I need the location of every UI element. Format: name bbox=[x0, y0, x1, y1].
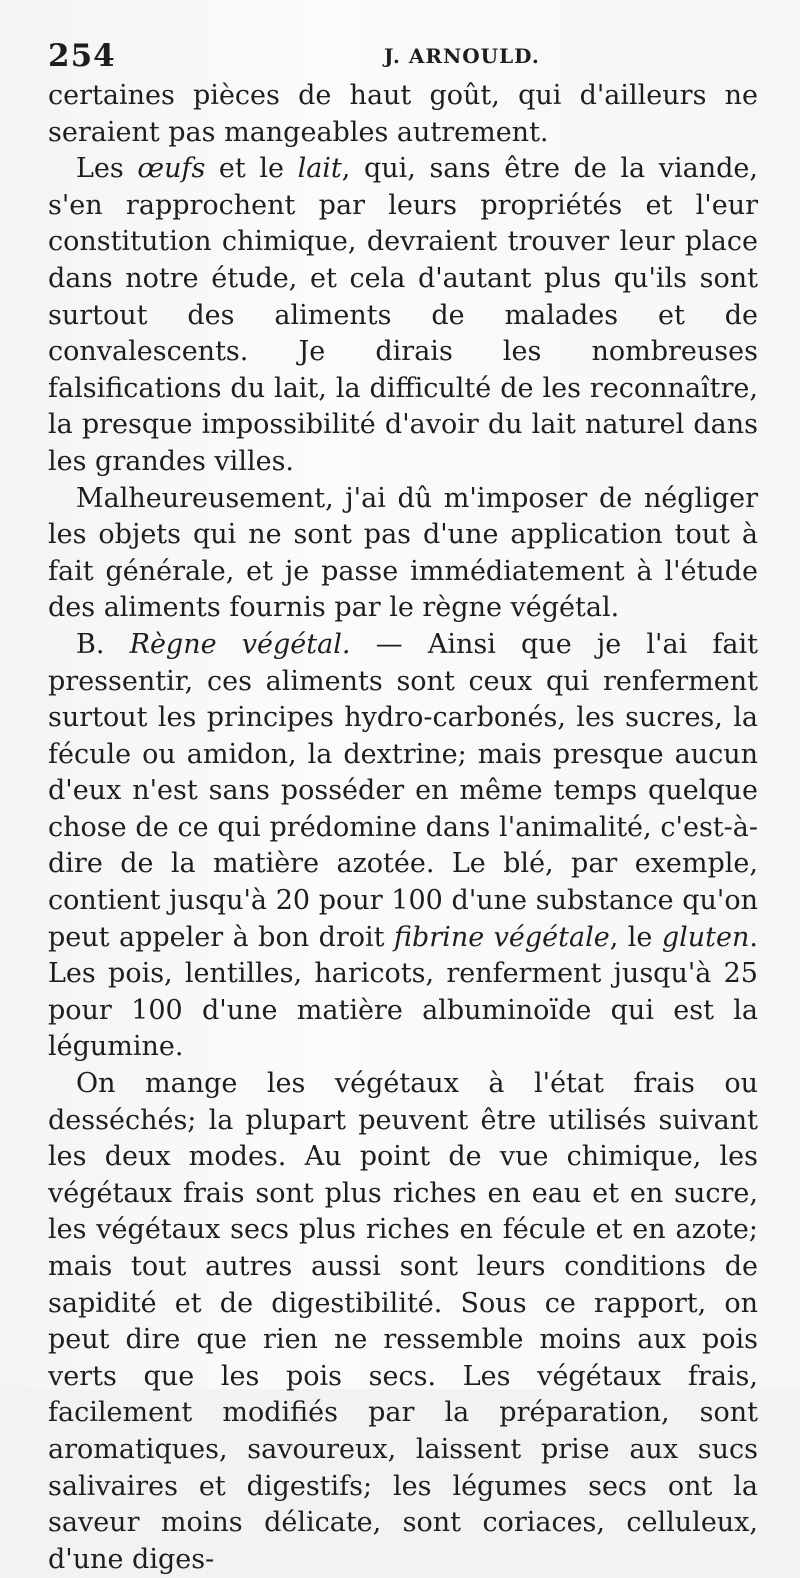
paragraph-malheureusement: Malheureusement, j'ai dû m'imposer de négliger les objets qui ne sont pas d'une application tout à fait générale, et je passe immédiatement à l'étude des aliments fournis par le règne végétal. bbox=[48, 482, 758, 624]
paragraph-continuation: certaines pièces de haut goût, qui d'ailleurs ne seraient pas mangeables autrement. bbox=[48, 80, 758, 148]
running-head: J. ARNOULD. bbox=[384, 44, 540, 68]
paragraph-regne-vegetal: B. Règne végétal. — Ainsi que je l'ai fait pressentir, ces aliments sont ceux qui renferment surtout les principes hydro-carbonés, les sucres, la fécule ou amidon, la dextrine; mais presque aucun d'eux n'est sans posséder en même temps quelque chose de ce qui prédomine dans l'animalité, c'est-à-dire de la matière azotée. Le blé, par exemple, contient jusqu'à 20 pour 100 d'une substance qu'on peut appeler à bon droit fibrine végétale, le gluten. Les pois, lentilles, haricots, renferment jusqu'à 25 pour 100 d'une matière albuminoïde qui est la légumine. bbox=[48, 628, 758, 1063]
paragraph-vegetaux-frais: On mange les végétaux à l'état frais ou desséchés; la plupart peuvent être utilisés suivant les deux modes. Au point de vue chimique, les végétaux frais sont plus riches en eau et en sucre, les végétaux secs plus riches en fécule et en azote; mais tout autres aussi sont leurs conditions de sapidité et de digestibilité. Sous ce rapport, on peut dire que rien ne ressemble moins aux pois verts que les pois secs. Les végétaux frais, facilement modifiés par la préparation, sont aromatiques, savoureux, laissent prise aux sucs salivaires et digestifs; les légumes secs ont la saveur moins délicate, sont coriaces, celluleux, d'une diges- bbox=[48, 1068, 758, 1575]
page-number: 254 bbox=[48, 38, 116, 74]
section-heading: Règne végétal. bbox=[129, 628, 351, 660]
italic-term: gluten bbox=[661, 921, 750, 953]
paragraph-oeufs-lait: Les œufs et le lait, qui, sans être de la viande, s'en rapprochent par leurs propriétés et l'eur constitution chimique, devraient trouver leur place dans notre étude, et cela d'autant plus qu'ils sont surtout des aliments de malades et de convalescents. Je dirais les nombreuses falsifications du lait, la difficulté de les reconnaître, la presque impossibilité d'avoir du lait naturel dans les grandes villes. bbox=[48, 153, 758, 477]
italic-term: lait bbox=[297, 153, 342, 185]
page-header bbox=[46, 38, 760, 78]
italic-term: œufs bbox=[137, 153, 206, 185]
body-text bbox=[48, 78, 758, 1578]
italic-term: fibrine végétale bbox=[393, 921, 610, 953]
